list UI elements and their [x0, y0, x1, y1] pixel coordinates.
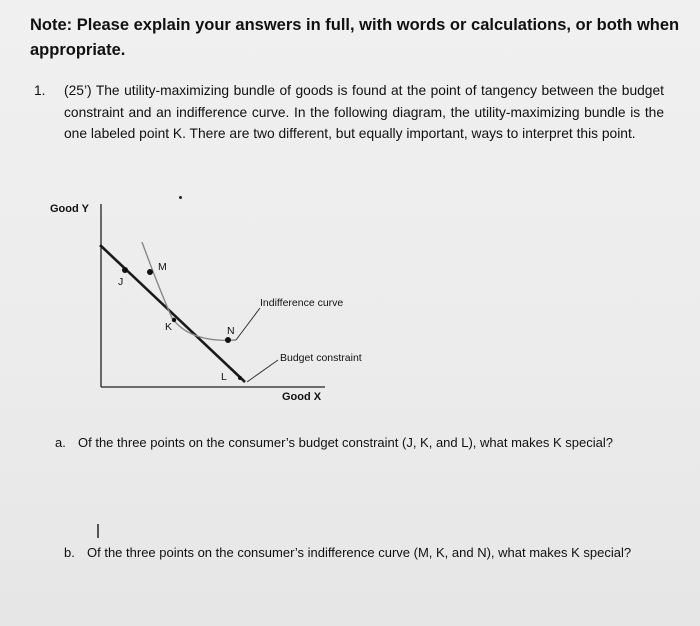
y-axis-label: Good Y	[50, 203, 89, 215]
instructions-note: Note: Please explain your answers in full, with words or calculations, or both when appropriate.	[30, 16, 680, 59]
budget-pointer	[247, 360, 278, 382]
point-j	[122, 267, 128, 273]
question-a	[55, 433, 645, 452]
point-l	[238, 376, 242, 380]
point-m	[147, 269, 153, 275]
question-b	[64, 543, 654, 562]
x-axis-label: Good X	[282, 391, 322, 403]
diagram-svg	[40, 190, 400, 410]
point-m-label: M	[158, 261, 167, 273]
question-1-number: 1.	[34, 83, 46, 98]
indifference-pointer	[236, 308, 260, 340]
question-b-text: Of the three points on the consumer’s indifference curve (M, K, and N), what makes K special?	[87, 545, 632, 560]
indifference-curve-label: Indifference curve	[260, 297, 344, 309]
point-n	[225, 337, 231, 343]
point-l-label: L	[221, 371, 227, 383]
point-j-label: J	[118, 276, 124, 288]
indifference-curve	[142, 242, 236, 340]
question-a-letter: a.	[55, 435, 66, 450]
question-1	[34, 80, 664, 145]
text-cursor	[97, 524, 99, 538]
point-k	[172, 318, 176, 322]
question-1-text: (25’) The utility-maximizing bundle of goods is found at the point of tangency between the budget constraint and an indifference curve. In the following diagram, the utility-maximizing bundle is the one labeled point K. There are two different, but equally important, ways to interpret this point.	[64, 83, 664, 141]
question-a-text: Of the three points on the consumer’s budget constraint (J, K, and L), what makes K special?	[78, 435, 613, 450]
question-b-letter: b.	[64, 545, 75, 560]
budget-line	[100, 245, 245, 382]
budget-constraint-label: Budget constraint	[280, 352, 362, 364]
utility-diagram	[40, 190, 400, 410]
point-k-label: K	[165, 321, 173, 333]
point-n-label: N	[227, 325, 235, 337]
